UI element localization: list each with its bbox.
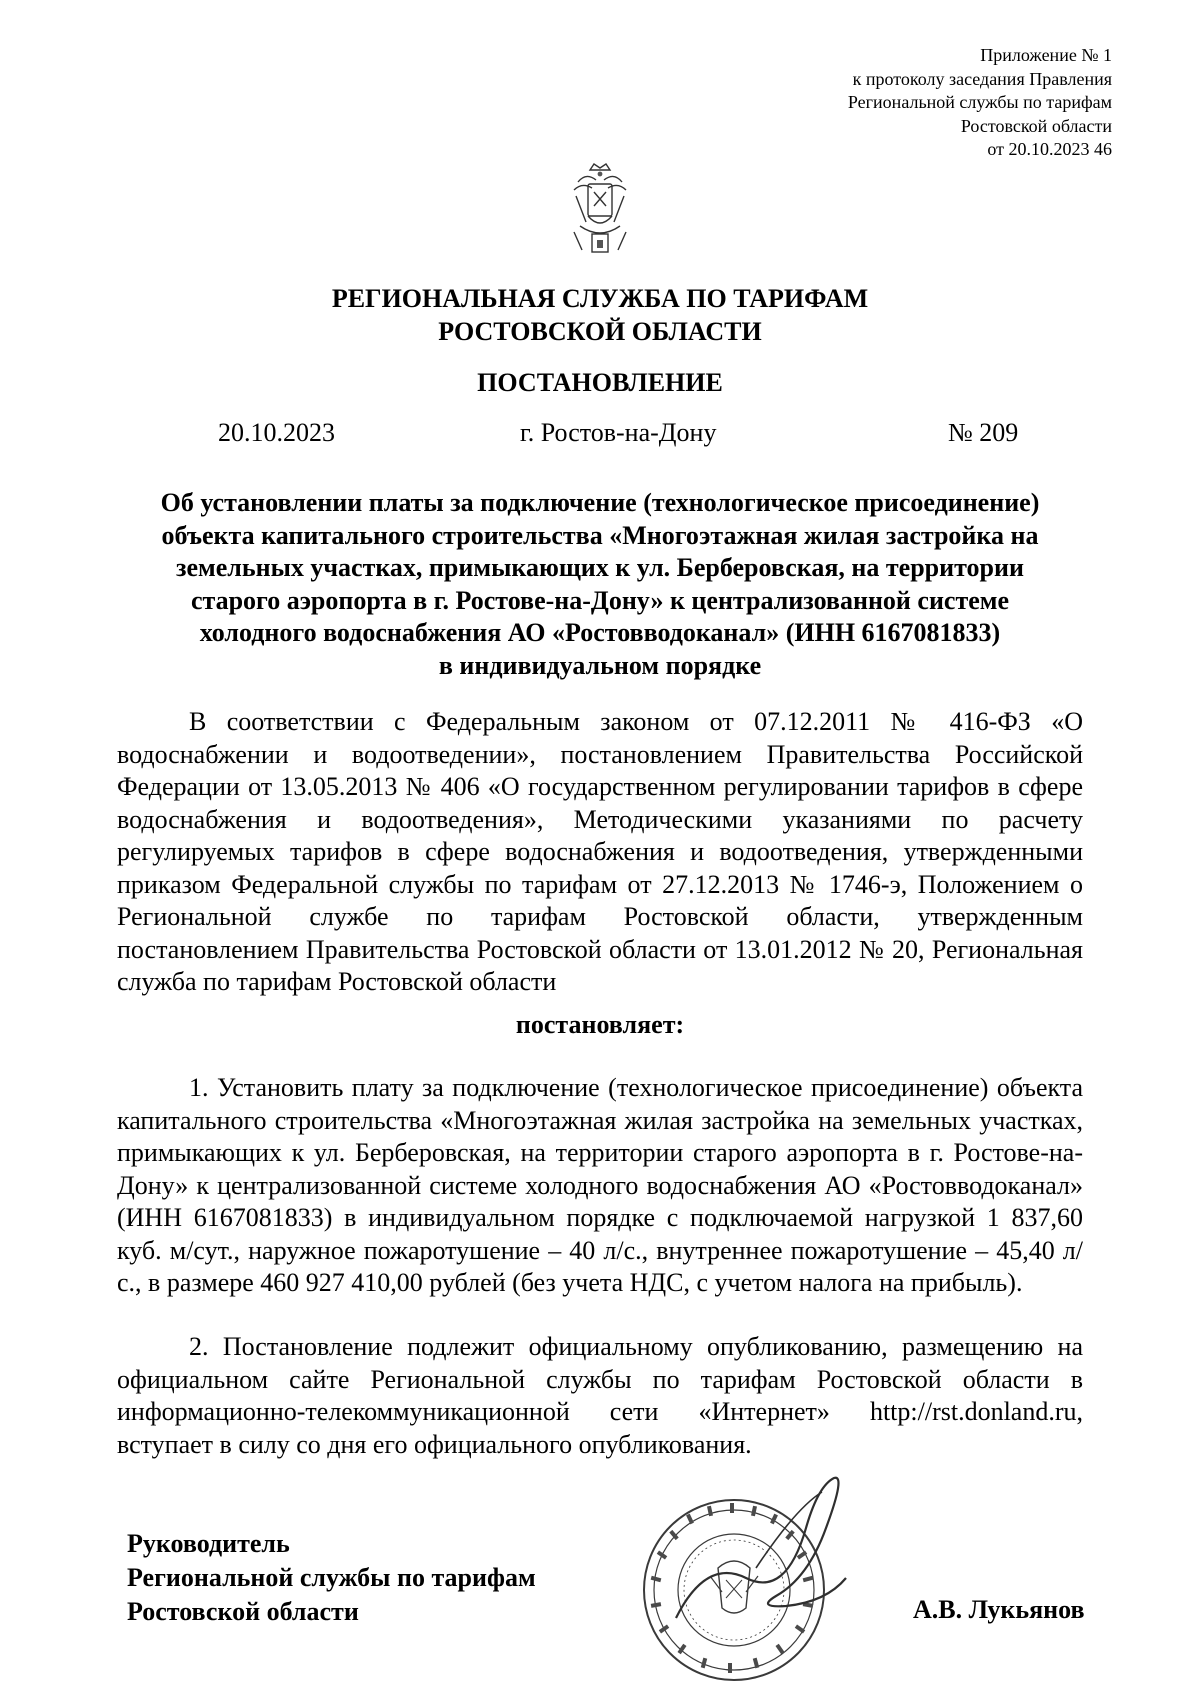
appendix-line: Региональной службы по тарифам (847, 92, 1112, 112)
organization-title (0, 282, 1200, 348)
document-city: г. Ростов-на-Дону (520, 418, 717, 447)
coat-of-arms-icon (568, 160, 632, 256)
document-subject (100, 487, 1100, 682)
document-type: ПОСТАНОВЛЕНИЕ (477, 368, 723, 397)
appendix-line: Ростовской области (960, 115, 1112, 136)
organization-title-line: РОСТОВСКОЙ ОБЛАСТИ (438, 317, 762, 346)
appendix-note (692, 44, 1112, 162)
subject-line: объекта капитального строительства «Многоэтажная жилая застройка на (161, 520, 1039, 550)
document-date: 20.10.2023 (218, 418, 335, 447)
legal-basis-paragraph: В соответствии с Федеральным законом от 07.12.2011 № 416-ФЗ «О водоснабжении и водоотведении», постановлением Правительства Российской Федерации от 13.05.2013 № 406 «О государственном регулировании тарифов в сфере водоснабжения и водоотведения», Методическими указаниями по расчету регулируемых тарифов в сфере водоснабжения и водоотведения, утвержденными приказом Федеральной службы по тарифам от 27.12.2013 № 1746-э, Положением о Региональной службе по тарифам Ростовской области, утвержденным постановлением Правительства Ростовской области от 13.01.2012 № 20, Региональная служба по тарифам Ростовской области (117, 707, 1083, 996)
appendix-line: Приложение № 1 (980, 45, 1112, 65)
decides-heading: постановляет: (515, 1010, 685, 1039)
signer-name: А.В. Лукьянов (913, 1595, 1085, 1624)
subject-line: земельных участках, примыкающих к ул. Берберовская, на территории (176, 553, 1024, 582)
resolution-item-1: 1. Установить плату за подключение (технологическое присоединение) объекта капитального строительства «Многоэтажная жилая застройка на земельных участках, примыкающих к ул. Берберовская, на территории старого аэропорта в г. Ростове-на-Дону» к централизованной системе холодного водоснабжения АО «Ростовводоканал» (ИНН 6167081833) в индивидуальном порядке с подключаемой нагрузкой 1 837,60 куб. м/сут., наружное пожаротушение – 40 л/с., внутреннее пожаротушение – 45,40 л/с., в размере 460 927 410,00 рублей (без учета НДС, с учетом налога на прибыль). (117, 1073, 1083, 1297)
handwritten-signature-icon (636, 1468, 886, 1690)
subject-line: в индивидуальном порядке (438, 650, 762, 680)
signer-position-line: Региональной службы по тарифам (127, 1563, 536, 1592)
resolution-item-2: 2. Постановление подлежит официальному опубликованию, размещению на официальном сайте Региональной службы по тарифам Ростовской области в информационно-телекоммуникационной сети «Интернет» http://rst.donland.ru, вступает в силу со дня его официального опубликования. (117, 1332, 1083, 1459)
appendix-line: от 20.10.2023 46 (987, 139, 1112, 159)
organization-title-line: РЕГИОНАЛЬНАЯ СЛУЖБА ПО ТАРИФАМ (331, 284, 869, 313)
subject-line: Об установлении платы за подключение (технологическое присоединение) (160, 488, 1040, 517)
signer-position-line: Руководитель (127, 1529, 290, 1558)
appendix-line: к протоколу заседания Правления (852, 68, 1112, 89)
signer-position (127, 1527, 536, 1629)
subject-line: старого аэропорта в г. Ростове-на-Дону» к централизованной системе (190, 585, 1010, 615)
subject-line: холодного водоснабжения АО «Ростовводоканал» (ИНН 6167081833) (199, 618, 1001, 647)
signer-position-line: Ростовской области (127, 1597, 359, 1626)
document-number: № 209 (948, 418, 1019, 447)
